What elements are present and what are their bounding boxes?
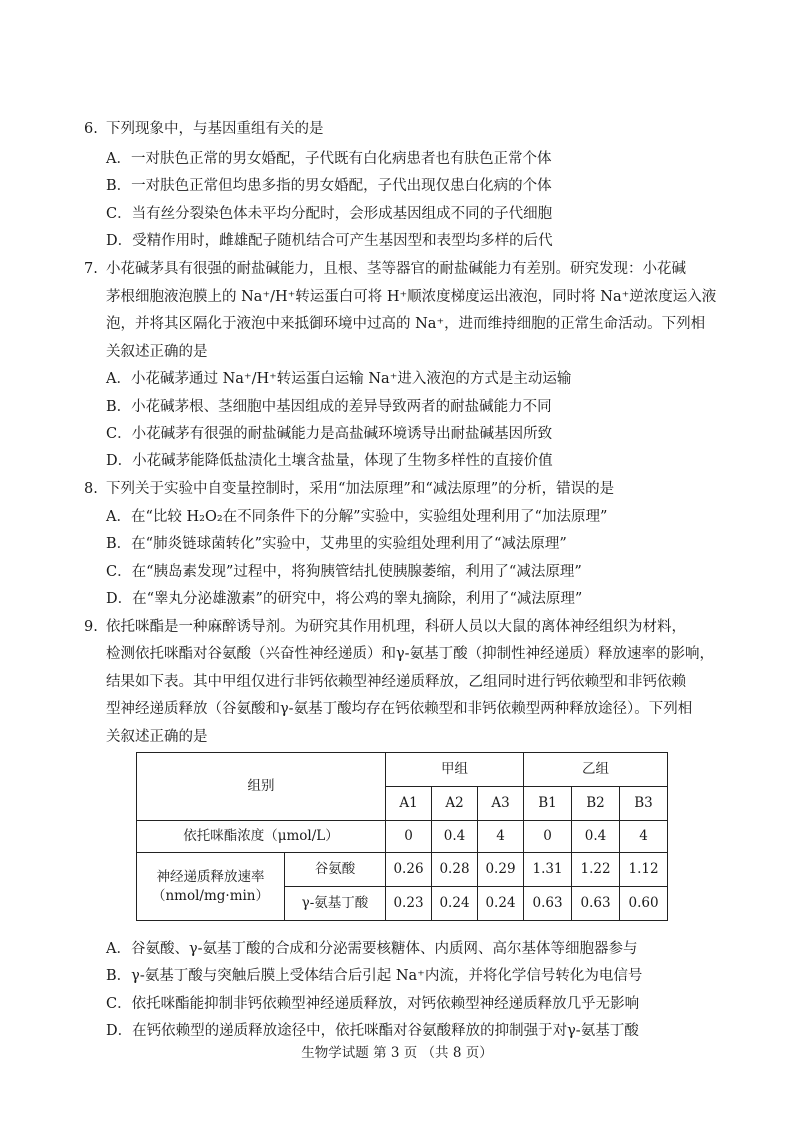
question-9-stem-line: 关叙述正确的是 xyxy=(106,729,208,745)
question-9-stem xyxy=(84,617,686,637)
table-cell: 0.4 xyxy=(572,821,620,853)
question-number: 8. xyxy=(84,481,98,497)
header-subgroup: B3 xyxy=(620,787,668,821)
question-7-stem xyxy=(84,259,686,279)
row-label-release-rate xyxy=(137,853,285,921)
table-cell: 0.29 xyxy=(478,853,524,887)
question-number: 7. xyxy=(84,261,98,277)
question-6-stem xyxy=(84,119,324,139)
q7-option-a: A．小花碱茅通过 Na⁺/H⁺转运蛋白运输 Na⁺进入液泡的方式是主动运输 xyxy=(106,371,572,387)
table-cell: 0.23 xyxy=(386,887,432,921)
q7-option-c: C．小花碱茅有很强的耐盐碱能力是高盐碱环境诱导出耐盐碱基因所致 xyxy=(106,426,553,442)
question-7-stem-line: 关叙述正确的是 xyxy=(106,344,208,360)
q9-option-c: C．依托咪酯能抑制非钙依赖型神经递质释放，对钙依赖型神经递质释放几乎无影响 xyxy=(106,996,640,1012)
q9-option-d: D．在钙依赖型的递质释放途径中，依托咪酯对谷氨酸释放的抑制强于对γ-氨基丁酸 xyxy=(106,1023,639,1039)
table-cell: 4 xyxy=(478,821,524,853)
q8-option-b: B．在“肺炎链球菌转化”实验中，艾弗里的实验组处理利用了“减法原理” xyxy=(106,536,567,552)
table-cell: 1.22 xyxy=(572,853,620,887)
table-cell: 0.24 xyxy=(432,887,478,921)
q8-option-c: C．在“胰岛素发现”过程中，将狗胰管结扎使胰腺萎缩，利用了“减法原理” xyxy=(106,564,582,580)
q6-option-c: C．当有丝分裂染色体未平均分配时，会形成基因组成不同的子代细胞 xyxy=(106,206,553,222)
table-cell: 0.60 xyxy=(620,887,668,921)
header-subgroup: A1 xyxy=(386,787,432,821)
question-8-stem xyxy=(84,479,614,499)
row-label-glutamate: 谷氨酸 xyxy=(285,853,386,887)
table-cell: 1.31 xyxy=(524,853,572,887)
q8-option-d: D．在“睾丸分泌雄激素”的研究中，将公鸡的睾丸摘除，利用了“减法原理” xyxy=(106,591,583,607)
table-cell: 0 xyxy=(524,821,572,853)
question-9-stem-line: 型神经递质释放（谷氨酸和γ-氨基丁酸均存在钙依赖型和非钙依赖型两种释放途径）。下列相 xyxy=(106,701,693,717)
table-cell: 0.24 xyxy=(478,887,524,921)
q6-option-b: B．一对肤色正常但均患多指的男女婚配，子代出现仅患白化病的个体 xyxy=(106,178,552,194)
table-cell: 0 xyxy=(386,821,432,853)
row-label-concentration: 依托咪酯浓度（μmol/L） xyxy=(137,821,386,853)
header-group-label: 组别 xyxy=(137,753,386,821)
question-9-stem-line: 检测依托咪酯对谷氨酸（兴奋性神经递质）和γ-氨基丁酸（抑制性神经递质）释放速率的影响， xyxy=(106,646,715,662)
q6-option-a: A．一对肤色正常的男女婚配，子代既有白化病患者也有肤色正常个体 xyxy=(106,151,552,167)
q7-option-b: B．小花碱茅根、茎细胞中基因组成的差异导致两者的耐盐碱能力不同 xyxy=(106,399,552,415)
question-7-stem-line: 茅根细胞液泡膜上的 Na⁺/H⁺转运蛋白可将 H⁺顺浓度梯度运出液泡，同时将 Na⁺逆浓度运入液 xyxy=(106,289,717,305)
question-text: 依托咪酯是一种麻醉诱导剂。为研究其作用机理，科研人员以大鼠的离体神经组织为材料， xyxy=(106,619,686,635)
release-rate-unit: （nmol/mg·min） xyxy=(151,887,270,904)
table-cell: 0.63 xyxy=(524,887,572,921)
header-group-b: 乙组 xyxy=(524,753,668,787)
table-cell: 0.26 xyxy=(386,853,432,887)
release-rate-label: 神经递质释放速率 xyxy=(156,868,265,885)
q7-option-d: D．小花碱茅能降低盐渍化土壤含盐量，体现了生物多样性的直接价值 xyxy=(106,453,553,469)
question-text: 下列现象中，与基因重组有关的是 xyxy=(106,121,324,137)
table-cell: 0.63 xyxy=(572,887,620,921)
page-footer: 生物学试题 第 3 页 （共 8 页） xyxy=(301,1045,493,1061)
question-text: 小花碱茅具有很强的耐盐碱能力，且根、茎等器官的耐盐碱能力有差别。研究发现：小花碱 xyxy=(106,261,686,277)
table-cell: 1.12 xyxy=(620,853,668,887)
question-number: 6. xyxy=(84,121,98,137)
header-subgroup: A3 xyxy=(478,787,524,821)
q9-option-a: A．谷氨酸、γ-氨基丁酸的合成和分泌需要核糖体、内质网、高尔基体等细胞器参与 xyxy=(106,941,638,957)
question-7-stem-line: 泡，并将其区隔化于液泡中来抵御环境中过高的 Na⁺，进而维持细胞的正常生命活动。下列相 xyxy=(106,316,706,332)
header-subgroup: A2 xyxy=(432,787,478,821)
row-label-gaba: γ-氨基丁酸 xyxy=(285,887,386,921)
q8-option-a: A．在“比较 H₂O₂在不同条件下的分解”实验中，实验组处理利用了“加法原理” xyxy=(106,509,608,525)
q6-option-d: D．受精作用时，雌雄配子随机结合可产生基因型和表型均多样的后代 xyxy=(106,233,553,249)
question-9-stem-line: 结果如下表。其中甲组仅进行非钙依赖型神经递质释放，乙组同时进行钙依赖型和非钙依赖 xyxy=(106,674,686,690)
results-table xyxy=(136,752,668,921)
header-group-a: 甲组 xyxy=(386,753,524,787)
table-cell: 0.28 xyxy=(432,853,478,887)
question-number: 9. xyxy=(84,619,98,635)
table-cell: 4 xyxy=(620,821,668,853)
q9-option-b: B．γ-氨基丁酸与突触后膜上受体结合后引起 Na⁺内流，并将化学信号转化为电信号 xyxy=(106,968,643,984)
table-cell: 0.4 xyxy=(432,821,478,853)
header-subgroup: B1 xyxy=(524,787,572,821)
header-subgroup: B2 xyxy=(572,787,620,821)
question-text: 下列关于实验中自变量控制时，采用“加法原理”和“减法原理”的分析，错误的是 xyxy=(106,481,615,497)
